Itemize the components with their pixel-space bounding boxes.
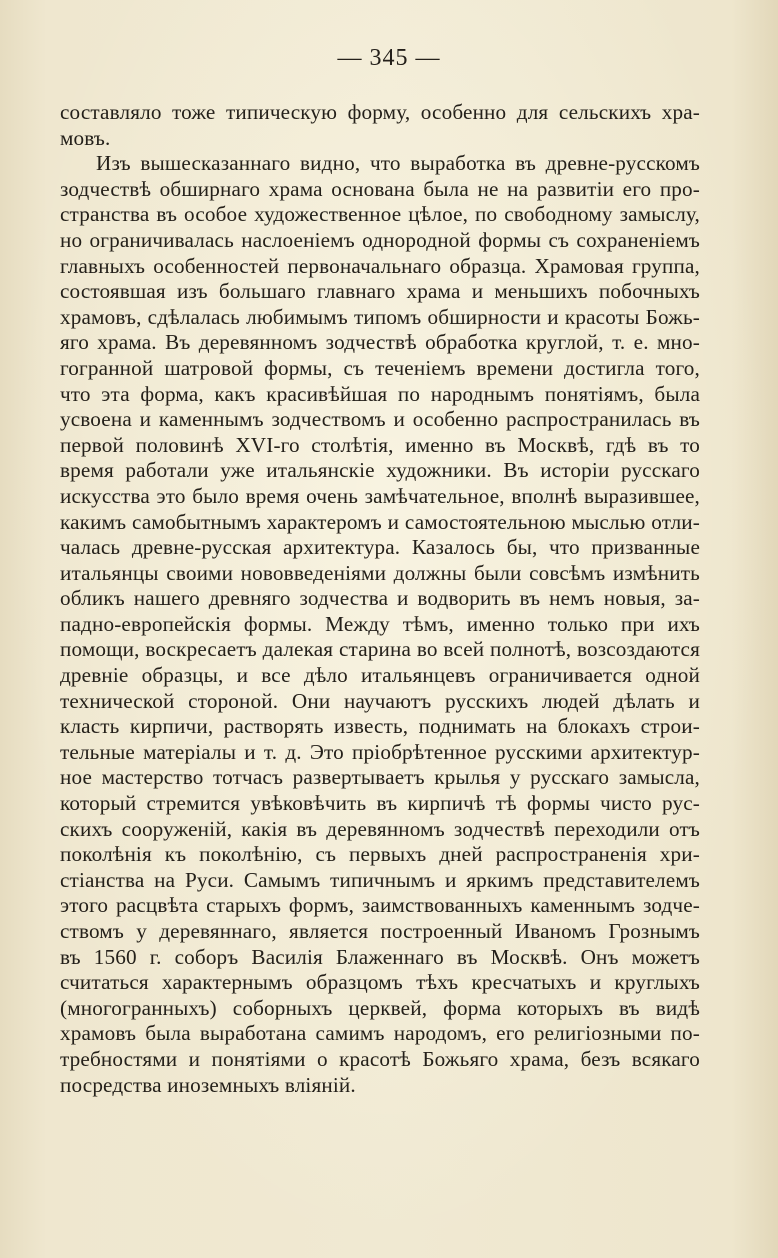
text-line: скихъ сооруженій, какія въ деревянномъ зодчествѣ переходили отъ <box>60 816 700 841</box>
text-line: что эта форма, какъ красивѣйшая по народнымъ понятіямъ, была <box>60 381 700 406</box>
text-line: (многогранныхъ) соборныхъ церквей, форма которыхъ въ видѣ <box>60 995 700 1020</box>
text-line: составляло тоже типическую форму, особенно для сельскихъ хра- <box>60 100 700 124</box>
text-line: состоявшая изъ большаго главнаго храма и меньшихъ побочныхъ <box>60 279 700 304</box>
text-line: первой половинѣ XVI-го столѣтія, именно въ Москвѣ, гдѣ въ то <box>60 432 700 457</box>
text-line: обликъ нашего древняго зодчества и водворить въ немъ новыя, за- <box>60 586 700 611</box>
text-line: тельные матеріалы и т. д. Это пріобрѣтенное русскими архитектур- <box>60 739 700 764</box>
text-line: падно-европейскія формы. Между тѣмъ, именно только при ихъ <box>60 611 700 636</box>
text-line: храмовъ, сдѣлалась любимымъ типомъ обширности и красоты Божь- <box>60 304 700 329</box>
text-line: древніе образцы, и все дѣло итальянцевъ ограничивается одной <box>60 663 700 688</box>
text-line: считаться характернымъ образцомъ тѣхъ кресчатыхъ и круглыхъ <box>60 970 700 995</box>
text-line: какимъ самобытнымъ характеромъ и самостоятельною мыслью отли- <box>60 509 700 534</box>
text-line: технической стороной. Они научаютъ русскихъ людей дѣлать и <box>60 688 700 713</box>
text-line: странства въ особое художественное цѣлое, по свободному замыслу, <box>60 202 700 227</box>
text-line: стіанства на Руси. Самымъ типичнымъ и яркимъ представителемъ <box>60 867 700 892</box>
text-line: мовъ. <box>60 125 111 150</box>
text-line: усвоена и каменнымъ зодчествомъ и особенно распространилась въ <box>60 407 700 432</box>
text-line: который стремится увѣковѣчить въ кирпичѣ тѣ формы чисто рус- <box>60 791 700 816</box>
text-line: искусства это было время очень замѣчательное, вполнѣ выразившее, <box>60 483 700 508</box>
text-line: помощи, воскресаетъ далекая старина во всей полнотѣ, возсоздаются <box>60 637 700 662</box>
text-line: поколѣнія къ поколѣнію, съ первыхъ дней распространенія хри- <box>60 842 700 867</box>
text-line: Изъ вышесказаннаго видно, что выработка въ древне-русскомъ <box>96 151 700 176</box>
text-line: въ 1560 г. соборъ Василія Блаженнаго въ Москвѣ. Онъ можетъ <box>60 944 700 969</box>
text-line: главныхъ особенностей первоначальнаго образца. Храмовая группа, <box>60 253 700 278</box>
text-line: класть кирпичи, растворять известь, поднимать на блокахъ строи- <box>60 714 700 739</box>
text-line: чалась древне-русская архитектура. Казалось бы, что призванные <box>60 535 700 560</box>
text-line: ствомъ у деревяннаго, является построенный Иваномъ Грознымъ <box>60 919 700 943</box>
text-line: храмовъ была выработана самимъ народомъ, его религіозными по- <box>60 1021 700 1046</box>
text-line: но ограничивалась наслоеніемъ однородной формы съ сохраненіемъ <box>60 227 700 252</box>
body-text <box>60 100 700 1098</box>
text-line: зодчествѣ обширнаго храма основана была не на развитіи его про- <box>60 176 700 201</box>
text-line: гогранной шатровой формы, съ теченіемъ времени достигла того, <box>60 355 700 380</box>
page-number: — 345 — <box>337 45 441 71</box>
text-line: время работали уже итальянскіе художники. Въ исторіи русскаго <box>60 458 700 483</box>
text-line: этого расцвѣта старыхъ формъ, заимствованныхъ каменнымъ зодче- <box>60 893 700 918</box>
text-line: посредства иноземныхъ вліяній. <box>60 1072 356 1097</box>
text-line: ное мастерство тотчасъ развертываетъ крылья у русскаго замысла, <box>60 765 700 790</box>
text-line: требностями и понятіями о красотѣ Божьяго храма, безъ всякаго <box>60 1046 700 1071</box>
text-line: итальянцы своими нововведеніями должны были совсѣмъ измѣнить <box>60 560 700 585</box>
text-line: яго храма. Въ деревянномъ зодчествѣ обработка круглой, т. е. мно- <box>60 330 700 355</box>
